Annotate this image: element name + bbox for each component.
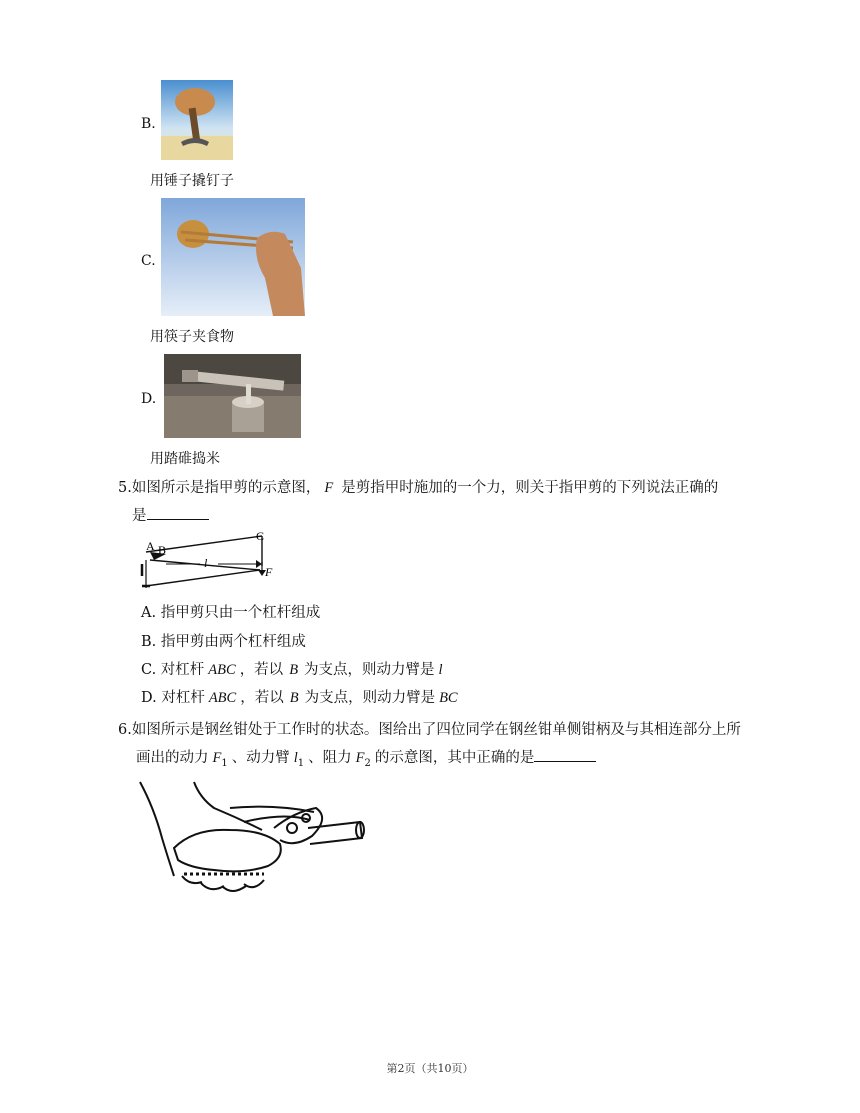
nail-clipper-diagram <box>136 530 286 596</box>
page-footer: 第2页（共10页） <box>386 1062 474 1075</box>
q6-text-1: 如图所示是钢丝钳处于工作时的状态。图给出了四位同学在钢丝钳单侧钳柄及与其相连部分上所 <box>131 722 741 738</box>
chopsticks-holding-food-photo <box>161 198 305 316</box>
option-b-caption: 用锤子撬钉子 <box>150 173 234 189</box>
q6-l1-subscript: 1 <box>297 757 305 769</box>
option-d-letter: D. <box>141 391 157 407</box>
q6-text-2b: 、动力臂 <box>231 750 290 766</box>
q5-option-d-sym2: B <box>289 690 299 706</box>
diagram-label-a: A <box>146 539 155 553</box>
diagram-label-c: C <box>256 530 265 543</box>
q6-f1-symbol: F <box>212 750 222 766</box>
q5-force-symbol: F <box>324 480 334 496</box>
q6-text-2d: 的示意图，其中正确的是 <box>374 750 535 766</box>
hammer-pulling-nail-photo <box>161 80 233 160</box>
diagram-label-l: l <box>204 556 208 570</box>
q5-option-c-sym1: ABC <box>208 662 236 678</box>
q5-option-a-text: 指甲剪只由一个杠杆组成 <box>160 605 321 621</box>
q5-stem-line-2 <box>132 505 209 526</box>
q5-option-c[interactable] <box>141 660 443 680</box>
q5-text-2: 是 <box>132 508 147 524</box>
q6-stem-line-1 <box>118 720 741 740</box>
treadle-pestle-pounding-rice-photo <box>164 354 301 438</box>
q5-option-c-sym3: l <box>438 662 443 678</box>
q5-option-d-text-b: ，若以 <box>240 690 284 706</box>
option-d-caption: 用踏碓捣米 <box>150 451 220 467</box>
option-b-letter: B. <box>141 116 156 132</box>
q5-option-c-letter: C. <box>141 662 157 678</box>
q6-f1-subscript: 1 <box>221 757 228 769</box>
q6-text-2a: 画出的动力 <box>136 750 209 766</box>
q5-text-1-rest: 是剪指甲时施加的一个力，则关于指甲剪的下列说法正确的 <box>341 480 719 496</box>
diagram-label-b: B <box>158 543 167 557</box>
q5-answer-blank[interactable] <box>147 505 209 520</box>
q5-option-b-letter: B. <box>141 634 157 650</box>
q5-option-b[interactable] <box>141 632 306 652</box>
q6-answer-blank[interactable] <box>534 747 596 762</box>
q5-option-d-text-a: 对杠杆 <box>161 690 205 706</box>
q5-option-b-text: 指甲剪由两个杠杆组成 <box>160 634 306 650</box>
q5-option-d[interactable] <box>141 688 458 708</box>
option-c-letter: C. <box>141 253 156 269</box>
q6-stem-line-2 <box>136 747 596 774</box>
q5-option-a-letter: A. <box>141 605 157 621</box>
q5-option-c-text-c: 为支点，则动力臂是 <box>304 662 435 678</box>
q5-number: 5. <box>118 480 132 496</box>
diagram-label-f: F <box>265 565 273 579</box>
q5-text-1: 如图所示是指甲剪的示意图， <box>131 480 321 496</box>
q6-text-2c: 、阻力 <box>308 750 352 766</box>
q5-option-c-sym2: B <box>289 662 299 678</box>
hand-using-wire-pliers-drawing <box>134 778 368 902</box>
q5-option-c-text-b: ，若以 <box>239 662 284 678</box>
q5-option-d-text-c: 为支点，则动力臂是 <box>304 690 436 706</box>
q5-option-d-letter: D. <box>141 690 157 706</box>
q5-stem-line-1 <box>118 478 718 498</box>
q6-number: 6. <box>118 722 132 738</box>
q6-f2-symbol: F <box>355 750 365 766</box>
option-c-caption: 用筷子夹食物 <box>150 329 234 345</box>
q5-option-d-sym3: BC <box>439 690 458 706</box>
q5-option-d-sym1: ABC <box>208 690 237 706</box>
q5-option-c-text-a: 对杠杆 <box>160 662 205 678</box>
q6-f2-subscript: 2 <box>364 757 371 769</box>
q5-option-a[interactable] <box>141 603 320 623</box>
q6-l1-symbol: l <box>293 750 298 766</box>
